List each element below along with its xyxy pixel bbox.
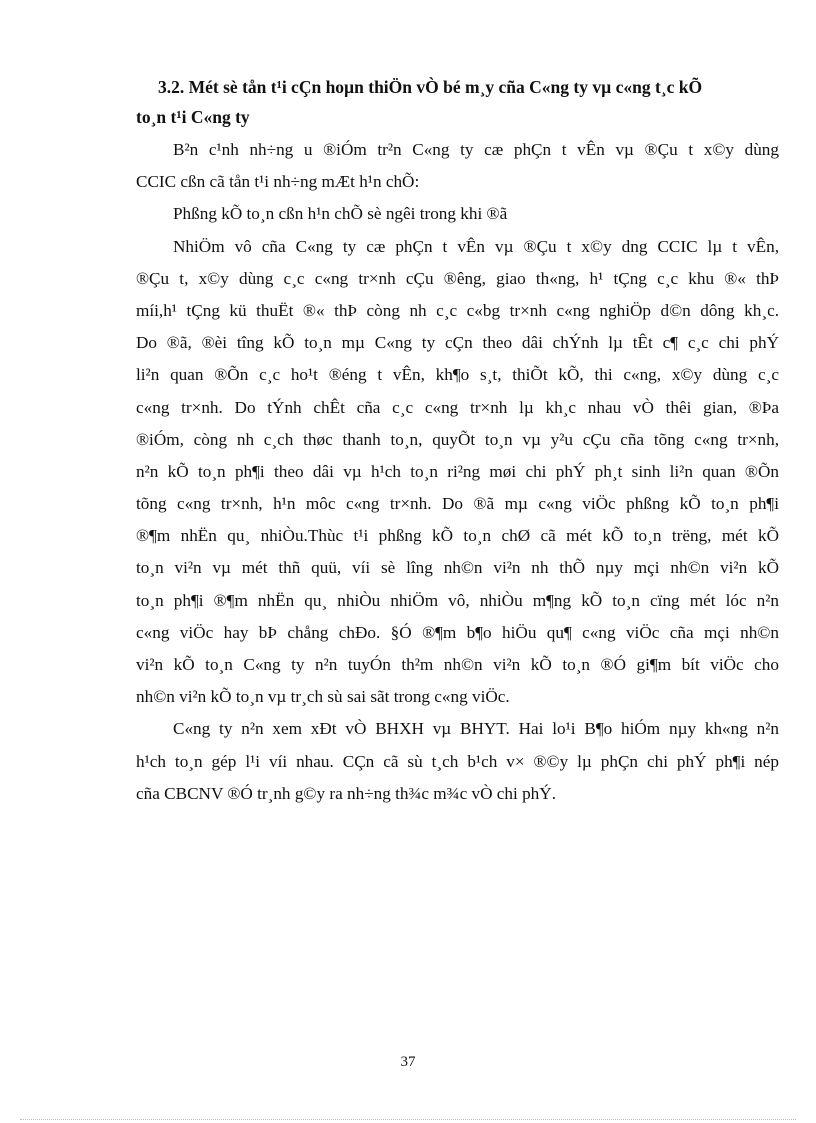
text-line: tõng c«ng tr×nh, h¹n môc c«ng tr×nh. Do ®ã mµ c«ng viÖc phßng kÕ to¸n ph¶i (136, 494, 779, 514)
text-line: c«ng viÖc hay bÞ chång chÐo. §Ó ®¶m b¶o hiÖu qu¶ c«ng viÖc cña mçi nh©n (136, 622, 779, 642)
section-heading (136, 72, 779, 132)
text-line: ®¶m nhËn qu¸ nhiÒu.Thùc t¹i phßng kÕ to¸n chØ cã mét kÕ to¸n trëng, mét kÕ (136, 526, 779, 546)
page-number: 37 (400, 1054, 416, 1070)
text-line: vi²n kÕ to¸n C«ng ty n²n tuyÓn th²m nh©n vi²n kÕ to¸n ®Ó gi¶m bít viÖc cho (136, 655, 779, 674)
text-line: cña CBCNV ®Ó tr¸nh g©y ra nh÷ng th¾c m¾c vÒ chi phÝ. (136, 783, 556, 803)
paragraph-3 (136, 231, 779, 714)
text-line: B²n c¹nh nh÷ng u ®iÓm tr²n C«ng ty cæ phÇn t vÊn vµ ®Çu t x©y dùng (173, 140, 779, 159)
page-content (136, 72, 779, 810)
text-line: C«ng ty n²n xem xÐt vÒ BHXH vµ BHYT. Hai lo¹i B¶o hiÓm nµy kh«ng n²n (173, 719, 779, 739)
text-line: Do ®ã, ®èi tîng kÕ to¸n mµ C«ng ty cÇn theo dâi chÝnh lµ tÊt c¶ c¸c chi phÝ (136, 333, 779, 353)
footer-divider (20, 1119, 796, 1120)
text-line: c«ng tr×nh. Do tÝnh chÊt cña c¸c c«ng tr×nh lµ kh¸c nhau vÒ thêi gian, ®Þa (136, 397, 779, 417)
text-line: li²n quan ®Õn c¸c ho¹t ®éng t vÊn, kh¶o s¸t, thiÕt kÕ, thi c«ng, x©y dùng c¸c (136, 365, 779, 385)
paragraph-2 (136, 198, 779, 230)
section-heading-line-2: to¸n t¹i C«ng ty (136, 107, 250, 127)
text-line: to¸n ph¶i ®¶m nhËn qu¸ nhiÒu nhiÖm vô, nhiÒu m¶ng kÕ to¸n cïng mét lóc n²n (136, 590, 779, 610)
paragraph-1 (136, 134, 779, 198)
text-line: ®Çu t, x©y dùng c¸c c«ng tr×nh cÇu ®êng, giao th«ng, h¹ tÇng c¸c khu ®« thÞ (136, 268, 779, 288)
text-line: to¸n vi²n vµ mét thñ quü, víi sè lîng nh©n vi²n nh thÕ nµy mçi nh©n vi²n kÕ (136, 558, 779, 578)
text-line: nh©n vi²n kÕ to¸n vµ tr¸ch sù sai sãt trong c«ng viÖc. (136, 687, 510, 707)
text-line: NhiÖm vô cña C«ng ty cæ phÇn t vÊn vµ ®Çu t x©y dng CCIC lµ t vÊn, (173, 236, 779, 256)
text-line: n²n kÕ to¸n ph¶i theo dâi vµ h¹ch to¸n ri²ng møi chi phÝ ph¸t sinh li²n quan ®Õn (136, 461, 779, 481)
text-line: h¹ch to¸n gép l¹i víi nhau. CÇn cã sù t¸ch b¹ch v× ®©y lµ phÇn chi phÝ ph¶i nép (136, 751, 779, 771)
text-line: míi,h¹ tÇng kü thuËt ®« thÞ còng nh c¸c c«bg tr×nh c«ng nghiÖp d©n dông kh¸c. (136, 300, 779, 320)
text-line: CCIC cßn cã tån t¹i nh÷ng mÆt h¹n chÕ: (136, 172, 420, 192)
paragraph-4 (136, 713, 779, 810)
text-line: ®iÓm, còng nh c¸ch thøc thanh to¸n, quyÕt to¸n vµ y²u cÇu cña tõng c«ng tr×nh, (136, 429, 779, 449)
body-text (136, 134, 779, 810)
section-heading-line-1: 3.2. Mét sè tån t¹i cÇn hoµn thiÖn vÒ bé m¸y cña C«ng ty vµ c«ng t¸c kÕ (158, 77, 703, 97)
text-line: Phßng kÕ to¸n cßn h¹n chÕ sè ngêi trong khi ®ã (173, 204, 508, 224)
